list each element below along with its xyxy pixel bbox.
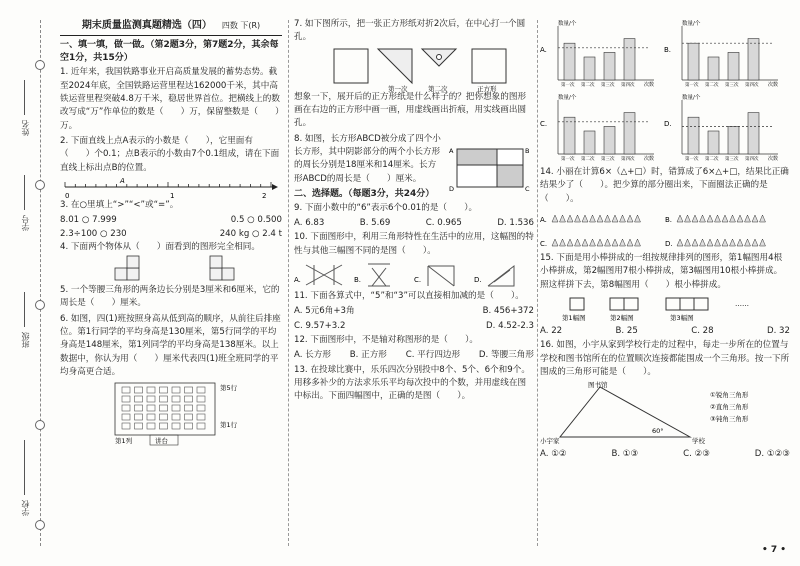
seat — [197, 423, 205, 429]
q10-images[interactable] — [294, 260, 532, 290]
bar — [688, 43, 699, 80]
binding-hole — [35, 420, 45, 430]
triangle-icon — [620, 215, 626, 222]
svg-text:D.: D. — [665, 239, 673, 248]
triangle-icon — [627, 215, 633, 222]
triangle-icon — [582, 215, 588, 222]
seat — [135, 414, 143, 420]
svg-text:B: B — [525, 146, 530, 155]
triangle-icon — [752, 215, 758, 222]
svg-text:D.: D. — [474, 276, 482, 284]
svg-text:第2幅图: 第2幅图 — [610, 313, 634, 322]
svg-text:第1幅图: 第1幅图 — [562, 313, 586, 322]
q13-charts[interactable] — [540, 18, 788, 166]
row-5-label: 第5行 — [220, 384, 238, 393]
triangle-icon — [567, 215, 573, 222]
chart-ylabel: 数量/个 — [558, 95, 577, 101]
compare-3[interactable]: 2.3÷100 ○ 230 — [60, 228, 127, 239]
seat — [122, 414, 130, 420]
kind-1: ①锐角三角形 — [710, 391, 749, 400]
chart-xlabel: 次数 — [768, 156, 779, 162]
svg-text:C.: C. — [540, 239, 548, 248]
question-15: 15. 下面是用小棒拼成的一组按规律排列的图形，第1幅图用4根小棒拼成，第2幅图用7根小棒拼成，第3幅图用10根小棒拼成。照这样拼下去，第8幅图用（ ）根小棒拼成。 — [540, 252, 783, 290]
triangle-icon — [707, 239, 713, 246]
triangle-icon — [597, 215, 603, 222]
school-label: 学校 — [21, 500, 30, 516]
chart-option-label: A. — [540, 46, 547, 54]
page-number: • 7 • — [761, 545, 786, 556]
chart-ylabel: 数量/个 — [682, 21, 701, 27]
seat — [160, 396, 168, 402]
seat — [185, 405, 193, 411]
seat — [185, 414, 193, 420]
seat — [122, 423, 130, 429]
seat — [147, 387, 155, 393]
bar — [624, 113, 635, 154]
chart-xlabel: 次数 — [644, 82, 655, 88]
q15-option-b[interactable]: B. 25 — [615, 325, 638, 336]
question-9: 9. 下面小数中的“6”表示6个0.01的是（ ）。 — [294, 202, 478, 213]
question-2: 2. 下面直线上点A表示的小数是（ ），它里面有（ ）个0.1；点B表示的小数由7个0.1组成，请在下面直线上标出点B的位置。 — [60, 135, 280, 173]
question-7-prompt: 想象一下，展开后的正方形纸是什么样子的？把你想象的图形画在右边的正方形中画一画，用虚线画出折痕，用实线画出圆孔。 — [294, 91, 527, 129]
x-tick-label: 第三次 — [601, 157, 615, 162]
q11-option-b[interactable]: B. 456+372 — [482, 306, 534, 317]
axis-label-a: A — [120, 176, 125, 185]
bar — [728, 126, 739, 154]
question-8: 8. 如图，长方形ABCD被分成了四个小长方形，其中阴影部分的两个小长方形的周长分别是18厘米和14厘米。长方形ABCD的周长是（ ）厘米。 — [294, 133, 441, 184]
seat — [197, 405, 205, 411]
triangle-icon — [760, 215, 766, 222]
triangle-icon — [737, 215, 743, 222]
triangle-icon — [730, 215, 736, 222]
triangle-icon — [575, 215, 581, 222]
triangle-icon — [700, 215, 706, 222]
x-tick-label: 第一次 — [561, 157, 575, 162]
chart-xlabel: 次数 — [644, 156, 655, 162]
q11-option-d[interactable]: D. 4.52-2.3 — [486, 320, 534, 331]
triangle-icon — [722, 215, 728, 222]
binding-hole — [35, 520, 45, 530]
question-14: 14. 小丽在计算6×（△+□）时，错算成了6×△+□，结果比正确结果少了（ ）。把少算的部分圈出来，下面圈法正确的是（ ）。 — [540, 167, 789, 204]
q14-options[interactable] — [540, 208, 788, 252]
seat — [160, 387, 168, 393]
chart-2 — [540, 93, 654, 162]
axis-label-1: 1 — [170, 191, 175, 200]
svg-text:D: D — [449, 184, 455, 193]
seat — [197, 396, 205, 402]
binding-margin — [0, 0, 56, 566]
chart-option-label: C. — [540, 120, 548, 128]
x-tick-label: 第四次 — [745, 157, 759, 162]
paper-folding — [294, 47, 532, 91]
seat — [172, 405, 180, 411]
x-tick-label: 第一次 — [685, 83, 699, 88]
chart-ylabel: 数量/个 — [682, 95, 701, 101]
triangle-icon — [567, 239, 573, 246]
bar — [748, 113, 759, 154]
binding-hole — [35, 60, 45, 70]
seat — [172, 387, 180, 393]
column-2 — [294, 18, 534, 406]
q15-option-a[interactable]: A. 22 — [540, 325, 563, 336]
chart-option-label: B. — [664, 46, 672, 54]
axis-label-2: 2 — [262, 191, 267, 200]
x-tick-label: 第四次 — [745, 83, 759, 88]
question-8-block — [294, 133, 534, 193]
seat — [122, 396, 130, 402]
compare-1[interactable]: 8.01 ○ 7.999 — [60, 215, 117, 226]
seat — [160, 414, 168, 420]
x-tick-label: 第一次 — [685, 157, 699, 162]
cube-figures — [60, 256, 280, 284]
seat — [147, 414, 155, 420]
chart-3 — [664, 93, 778, 162]
q12-option-a[interactable]: A. 长方形 — [294, 350, 331, 361]
q12-option-d[interactable]: D. 等腰三角形 — [478, 350, 534, 361]
seat — [135, 396, 143, 402]
chart-1 — [664, 19, 778, 88]
bar — [748, 39, 759, 80]
q15-option-c[interactable]: C. 28 — [691, 325, 714, 336]
student-id-line[interactable] — [24, 175, 25, 210]
triangle-icon — [590, 215, 596, 222]
triangle-icon — [722, 239, 728, 246]
q9-option-d[interactable]: D. 1.536 — [497, 218, 534, 229]
svg-text:B.: B. — [665, 215, 673, 224]
bar — [708, 131, 719, 154]
svg-text:C.: C. — [414, 276, 422, 284]
triangle-icon — [605, 215, 611, 222]
question-5: 5. 一个等腰三角形的两条边长分别是3厘米和6厘米，它的周长是（ ）厘米。 — [60, 285, 280, 309]
seat — [185, 396, 193, 402]
question-13: 13. 在投球比赛中，乐乐四次分别投中8个、5个、6个和9个。用移多补少的方法求乐乐平均每次投中的个数，并用虚线在图中标出。下面四幅图中，正确的是图（ ）。 — [294, 364, 530, 402]
svg-text:……: …… — [735, 299, 749, 308]
bar — [564, 43, 575, 80]
q16-option-b[interactable]: B. ①③ — [611, 449, 639, 460]
step1-label: 第一次 — [388, 84, 408, 93]
student-id-label: 学号 — [21, 215, 30, 231]
x-tick-label: 第二次 — [581, 157, 595, 162]
question-4: 4. 下面两个物体从（ ）面看到的图形完全相同。 — [60, 241, 260, 252]
triangle-icon — [707, 215, 713, 222]
triangle-icon — [692, 215, 698, 222]
triangle-icon — [620, 239, 626, 246]
q11-option-c[interactable]: C. 9.57+3.2 — [294, 320, 346, 331]
kind-3: ③钝角三角形 — [710, 415, 749, 424]
q12-option-c[interactable]: C. 平行四边形 — [405, 350, 461, 361]
triangle-icon — [737, 239, 743, 246]
chart-option-label: D. — [664, 120, 672, 128]
x-tick-label: 第三次 — [725, 157, 739, 162]
x-tick-label: 第三次 — [601, 83, 615, 88]
bar — [688, 117, 699, 154]
section-2-title: 二、选择题。（每题3分，共24分） — [294, 188, 435, 199]
x-tick-label: 第一次 — [561, 83, 575, 88]
bar — [604, 52, 615, 80]
svg-text:B.: B. — [354, 276, 362, 284]
x-tick-label: 第二次 — [581, 83, 595, 88]
kind-2: ②直角三角形 — [710, 403, 749, 412]
question-12: 12. 下面图形中，不是轴对称图形的是（ ）。 — [294, 334, 478, 345]
axis-label-0: 0 — [65, 191, 70, 200]
triangle-icon — [552, 239, 558, 246]
q16-option-a[interactable]: A. ①② — [540, 449, 567, 460]
seat — [172, 414, 180, 420]
bar — [604, 126, 615, 154]
bar — [564, 117, 575, 154]
triangle-icon — [677, 239, 683, 246]
seat — [160, 405, 168, 411]
triangle-icon — [715, 239, 721, 246]
triangle-icon — [692, 239, 698, 246]
svg-text:A: A — [449, 146, 454, 155]
square-label: 正方形 — [477, 84, 497, 93]
triangle-icon — [597, 239, 603, 246]
triangle-icon — [715, 215, 721, 222]
triangle-icon — [590, 239, 596, 246]
triangle-map — [540, 381, 788, 447]
x-tick-label: 第三次 — [725, 83, 739, 88]
seat — [197, 414, 205, 420]
triangle-icon — [612, 239, 618, 246]
podium-label: 讲台 — [155, 437, 168, 446]
seat — [197, 387, 205, 393]
name-line[interactable] — [24, 80, 25, 115]
triangle-icon — [677, 215, 683, 222]
question-16: 16. 如图，小宇从家到学校行走的过程中，每走一步所在的位置与学校和图书馆所在的位置顺次连接都能围成一个三角形。按一下所围成的三角形可能是（ ）。 — [540, 340, 790, 377]
seat — [135, 423, 143, 429]
seat — [122, 387, 130, 393]
triangle-icon — [635, 215, 641, 222]
triangle-icon — [752, 239, 758, 246]
compare-2[interactable]: 0.5 ○ 0.500 — [230, 215, 282, 226]
svg-text:C: C — [525, 184, 530, 193]
bar — [728, 52, 739, 80]
question-6: 6. 如图，四(1)班按照身高从低到高的顺序，从前往后排座位。第1行同学的平均身高是130厘米，第5行同学的平均身高是148厘米，第1列同学的平均身高是138厘米。以上数据中，你认为用（ ）厘米代表四(1)班全班同学的平均身高更合适。 — [60, 313, 281, 377]
row-1-label: 第1行 — [220, 421, 238, 430]
chart-ylabel: 数量/个 — [558, 21, 577, 27]
section-1-title: 一、填一填，做一做。（第2题3分，第7题2分，其余每空1分，共15分） — [60, 39, 279, 64]
seat — [172, 396, 180, 402]
seat — [172, 423, 180, 429]
q16-option-c[interactable]: C. ②③ — [683, 449, 710, 460]
triangle-icon — [552, 215, 558, 222]
binding-hole — [35, 180, 45, 190]
triangle-icon — [685, 215, 691, 222]
question-7: 7. 如下图所示，把一张正方形纸对折2次后，在中心打一个圆孔。 — [294, 19, 526, 43]
class-label: 班级 — [21, 332, 30, 348]
triangle-icon — [612, 215, 618, 222]
triangle-icon — [575, 239, 581, 246]
x-tick-label: 第四次 — [621, 157, 635, 162]
q9-option-b[interactable]: B. 5.69 — [359, 218, 391, 229]
seat — [185, 387, 193, 393]
bar — [584, 57, 595, 80]
svg-text:第3幅图: 第3幅图 — [670, 313, 694, 322]
q15-option-d[interactable]: D. 32 — [766, 325, 790, 336]
stick-figures — [540, 294, 788, 324]
triangle-icon — [760, 239, 766, 246]
question-1: 1. 近年来，我国铁路事业开启高质量发展的蓄势态势。截至2024年底，全国铁路运营里程达162000千米，其中高铁运营里程突破4.8万千米，稳居世界首位。把横线上的数改写成“万”作单位的数是（ ）万，保留整数是（ ）万。 — [60, 67, 280, 131]
triangle-icon — [745, 239, 751, 246]
question-11: 11. 下面各算式中，“5”和“3”可以直接相加减的是（ ）。 — [294, 291, 524, 301]
question-10: 10. 下面图形中，利用三角形特性在生活中的应用，这幅图的特性与其他三幅图不同的是图（ ）。 — [294, 232, 534, 256]
bar — [584, 131, 595, 154]
x-tick-label: 第二次 — [705, 83, 719, 88]
seat — [147, 405, 155, 411]
compare-4[interactable]: 240 kg ○ 2.4 t — [219, 228, 282, 239]
triangle-icon — [627, 239, 633, 246]
seating-chart — [60, 381, 280, 445]
page-title: 期末质量监测真题精选（四） 四数 下(R) — [60, 18, 282, 36]
q9-option-c[interactable]: C. 0.965 — [425, 218, 462, 229]
seat — [122, 405, 130, 411]
q12-option-b[interactable]: B. 正方形 — [349, 350, 387, 361]
binding-hole — [35, 300, 45, 310]
triangle-icon — [560, 239, 566, 246]
angle-label: 60° — [652, 427, 664, 436]
rectangle-abcd — [449, 145, 529, 195]
school-label: 学校 — [692, 437, 705, 446]
q9-option-a[interactable]: A. 6.83 — [294, 218, 325, 229]
x-tick-label: 第四次 — [621, 83, 635, 88]
chart-xlabel: 次数 — [768, 82, 779, 88]
triangle-icon — [582, 239, 588, 246]
number-line[interactable] — [60, 177, 280, 199]
library-label: 图书馆 — [588, 381, 608, 390]
triangle-icon — [745, 215, 751, 222]
bar — [708, 57, 719, 80]
triangle-icon — [685, 239, 691, 246]
seat — [147, 396, 155, 402]
subtitle: 四数 下(R) — [221, 21, 261, 30]
triangle-icon — [700, 239, 706, 246]
triangle-icon — [730, 239, 736, 246]
col-1-label: 第1列 — [115, 437, 133, 446]
seat — [160, 423, 168, 429]
q11-option-a[interactable]: A. 5元6角+3角 — [294, 306, 355, 317]
seat — [135, 387, 143, 393]
home-label: 小宇家 — [540, 437, 560, 446]
chart-0 — [540, 19, 654, 88]
svg-text:A.: A. — [294, 276, 301, 284]
step2-label: 第二次 — [428, 84, 448, 93]
name-label: 姓名 — [21, 120, 30, 136]
class-line[interactable] — [24, 292, 25, 327]
triangle-icon — [560, 215, 566, 222]
bar — [624, 39, 635, 80]
svg-text:A.: A. — [540, 215, 547, 224]
triangle-icon — [635, 239, 641, 246]
question-3: 3. 在○里填上“>”“<”或“=”。 — [60, 199, 179, 210]
q16-option-d[interactable]: D. ①②③ — [754, 449, 790, 460]
seat — [185, 423, 193, 429]
column-3 — [540, 18, 790, 462]
seat — [135, 405, 143, 411]
triangle-icon — [605, 239, 611, 246]
x-tick-label: 第二次 — [705, 157, 719, 162]
column-1 — [60, 18, 282, 445]
seat — [147, 423, 155, 429]
school-line[interactable] — [24, 440, 25, 495]
